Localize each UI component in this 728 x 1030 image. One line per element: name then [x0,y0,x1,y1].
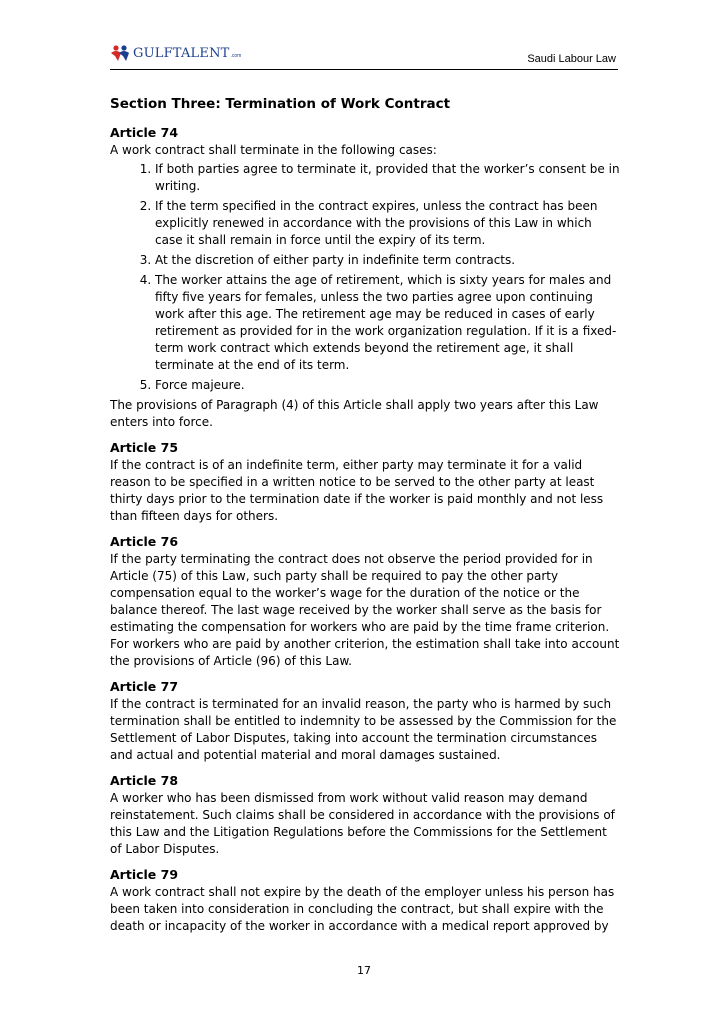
article-74-intro: A work contract shall terminate in the following cases: [110,143,437,157]
article-77-body: If the contract is terminated for an invalid reason, the party who is harmed by such termination shall be entitled to indemnity to be assessed by the Commission for the Settlement of Labor Disputes, taking into account the termination circumstances and actual and potential material and moral damages sustained. [110,697,617,762]
logo-domain: .com [230,53,242,59]
list-item: 2. If the term specified in the contract expires, unless the contract has been explicitly renewed in accordance with the provisions of this Law in which case it shall remain in force until the expiry of its term. [155,198,622,249]
article-78-body: A worker who has been dismissed from work without valid reason may demand reinstatement. Such claims shall be considered in accordance with the provisions of this Law and the Litigation Regulations before the Commissions for the Settlement of Labor Disputes. [110,791,615,856]
article-78-title: Article 78 [110,773,179,788]
list-item: 5. Force majeure. [155,377,622,394]
article-76-title: Article 76 [110,534,179,549]
list-item: 1. If both parties agree to terminate it, provided that the worker’s consent be in writing. [155,161,622,195]
header-divider [110,69,618,70]
gulftalent-logo [110,42,241,64]
page-number: 17 [357,964,371,977]
section-title: Section Three: Termination of Work Contract [110,96,451,112]
article-75-body: If the contract is of an indefinite term, either party may terminate it for a valid reason to be specified in a written notice to be served to the other party at least thirty days prior to the termination date if the worker is paid monthly and not less than fifteen days for others. [110,458,604,523]
article-74-title: Article 74 [110,125,179,140]
list-item: 4. The worker attains the age of retirement, which is sixty years for males and fifty five years for females, unless the two parties agree upon continuing work after this age. The retirement age may be reduced in cases of early retirement as provided for in the work organization regulation. If it is a fixed-term work contract which extends beyond the retirement age, it shall terminate at the end of its term. [155,272,622,374]
logo-figures-icon [110,43,130,63]
page-content [110,96,622,935]
article-74-outro: The provisions of Paragraph (4) of this Article shall apply two years after this Law enters into force. [110,398,599,429]
article-77-title: Article 77 [110,679,179,694]
article-79-title: Article 79 [110,867,179,882]
logo-wordmark: GULFTALENT [133,45,230,61]
article-74-list [110,161,622,394]
document-title: Saudi Labour Law [527,53,616,65]
list-item: 3. At the discretion of either party in indefinite term contracts. [155,252,622,269]
article-75-title: Article 75 [110,440,179,455]
page-header [110,40,618,70]
article-79-body: A work contract shall not expire by the death of the employer unless his person has been taken into consideration in concluding the contract, but shall expire with the death or incapacity of the worker in accordance with a medical report approved by [110,885,615,933]
article-76-body: If the party terminating the contract does not observe the period provided for in Article (75) of this Law, such party shall be required to pay the other party compensation equal to the worker’s wage for the duration of the notice or the balance thereof. The last wage received by the worker shall serve as the basis for estimating the compensation for workers who are paid by the time frame criterion. For workers who are paid by another criterion, the estimation shall take into account the provisions of Article (96) of this Law. [110,552,620,668]
